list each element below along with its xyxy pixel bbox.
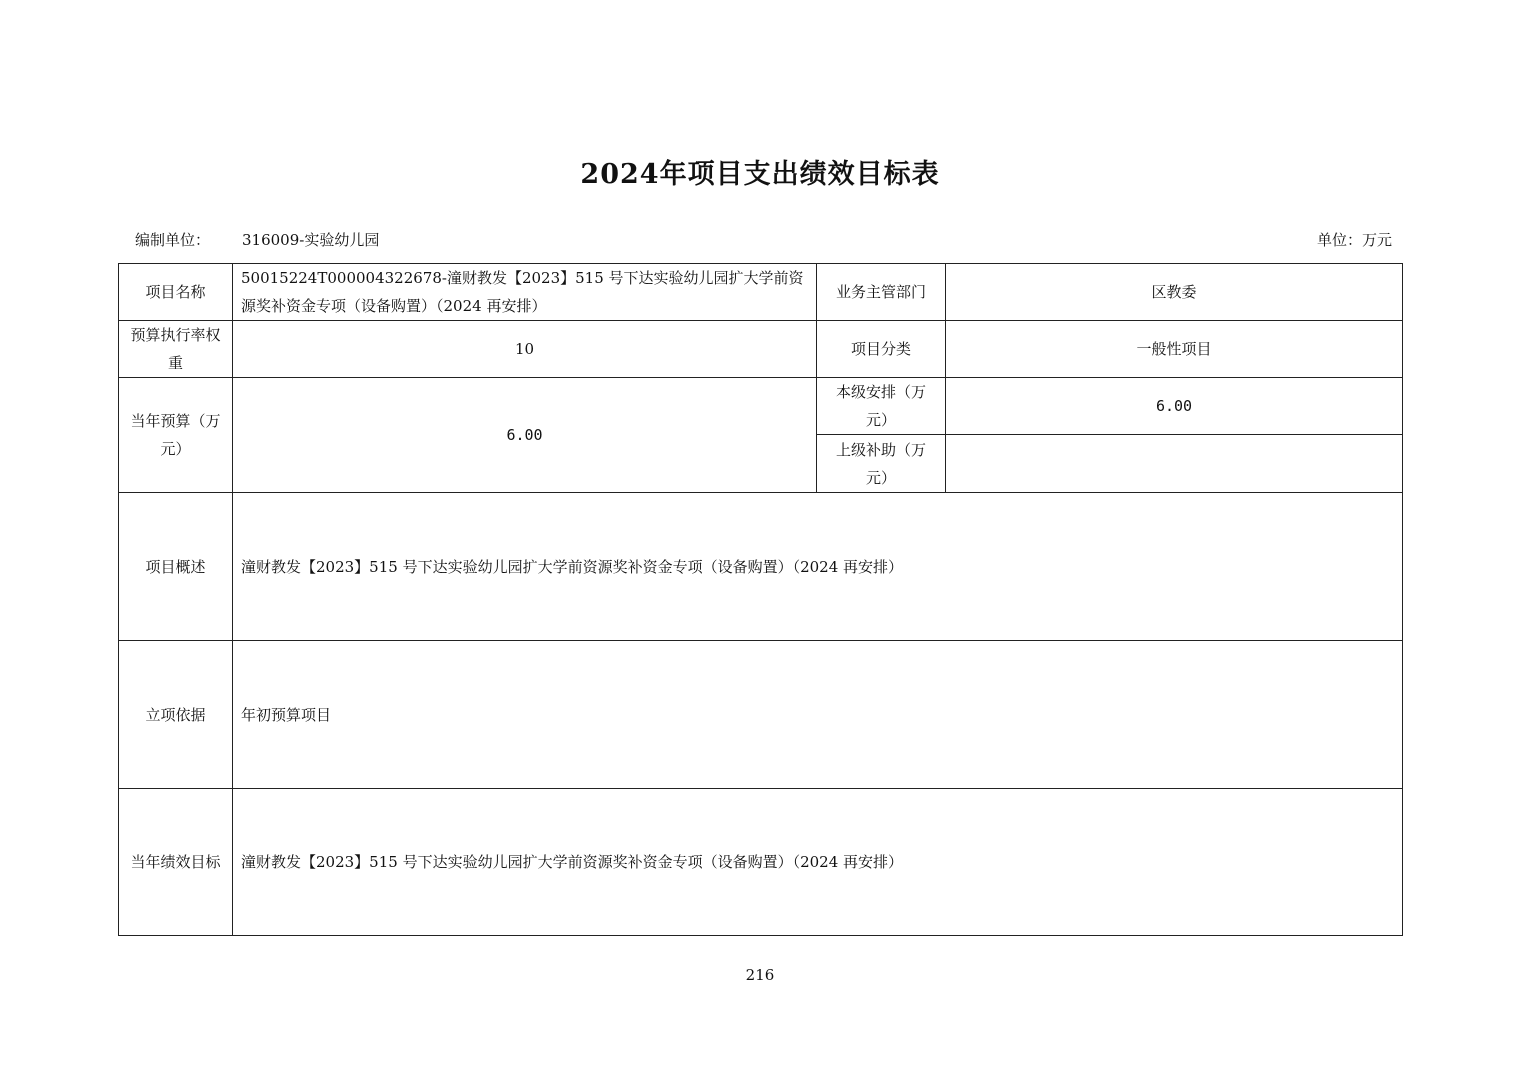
page-title: 2024年项目支出绩效目标表 [580, 159, 940, 190]
table-row [119, 378, 1403, 435]
overview-value: 潼财教发【2023】515 号下达实验幼儿园扩大学前资源奖补资金专项（设备购置）（2024 再安排） [233, 493, 1403, 641]
basis-value: 年初预算项目 [233, 641, 1403, 789]
performance-target-table [118, 263, 1403, 936]
table-row [119, 641, 1403, 789]
goal-label: 当年绩效目标 [119, 789, 233, 936]
overview-label: 项目概述 [119, 493, 233, 641]
local-arrangement-label: 本级安排（万元） [817, 378, 946, 435]
dept-label: 业务主管部门 [817, 264, 946, 321]
project-name-label: 项目名称 [119, 264, 233, 321]
currency-unit-note: 单位：万元 [1316, 231, 1392, 249]
page-number: 216 [745, 966, 775, 984]
goal-value: 潼财教发【2023】515 号下达实验幼儿园扩大学前资源奖补资金专项（设备购置）（2024 再安排） [233, 789, 1403, 936]
category-label: 项目分类 [817, 321, 946, 378]
budget-label: 当年预算（万元） [119, 378, 233, 493]
category-value: 一般性项目 [946, 321, 1403, 378]
compiling-unit-label: 编制单位： [135, 231, 211, 249]
compiling-unit [135, 229, 379, 250]
upper-subsidy-label: 上级补助（万元） [817, 435, 946, 493]
table-row [119, 493, 1403, 641]
table-row [119, 789, 1403, 936]
local-arrangement-value: 6.00 [946, 378, 1403, 435]
budget-value: 6.00 [233, 378, 817, 493]
exec-rate-value: 10 [233, 321, 817, 378]
basis-label: 立项依据 [119, 641, 233, 789]
dept-value: 区教委 [946, 264, 1403, 321]
project-name-value: 50015224T000004322678-潼财教发【2023】515 号下达实验幼儿园扩大学前资源奖补资金专项（设备购置）（2024 再安排） [233, 264, 817, 321]
compiling-unit-value: 316009-实验幼儿园 [242, 231, 380, 249]
exec-rate-label: 预算执行率权重 [119, 321, 233, 378]
table-row [119, 321, 1403, 378]
upper-subsidy-value [946, 435, 1403, 493]
table-row [119, 264, 1403, 321]
